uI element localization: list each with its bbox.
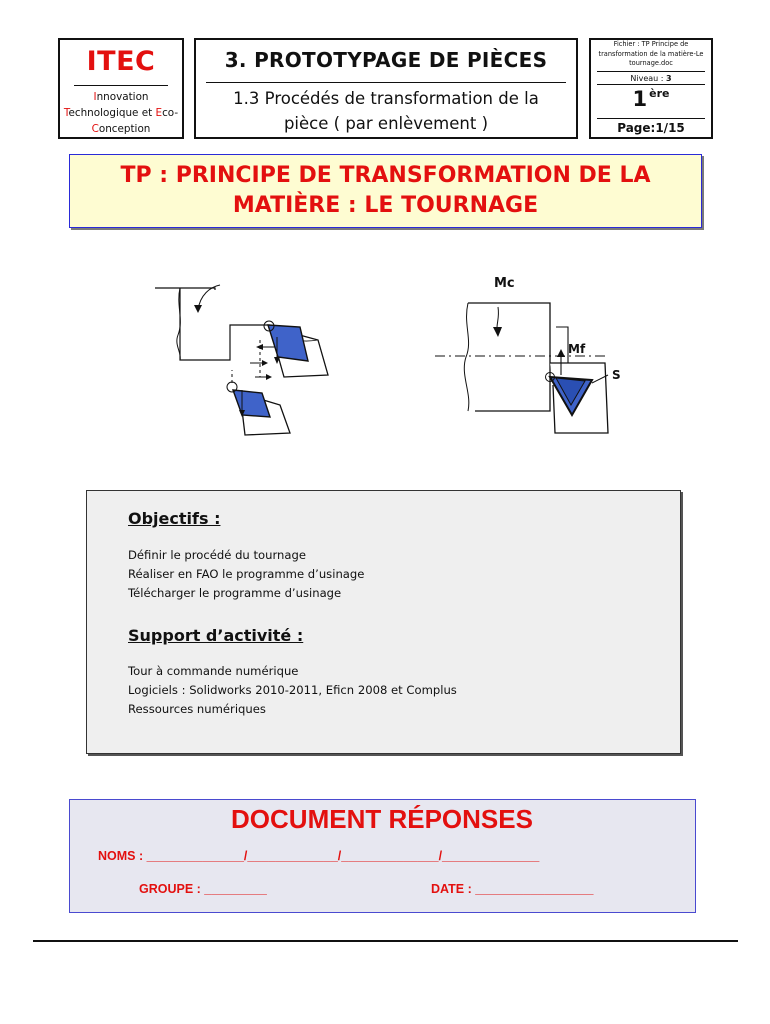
chapter-subtitle-line-2: pièce ( par enlèvement ) <box>283 114 489 133</box>
objectives-title: Objectifs : <box>128 509 221 528</box>
group-field[interactable]: GROUPE : _________ <box>139 882 267 896</box>
list-item: Ressources numériques <box>128 702 266 716</box>
chapter-title: 3. PROTOTYPAGE DE PIÈCES <box>224 48 548 72</box>
tp-title <box>69 154 702 228</box>
chapter-subtitle <box>196 86 576 136</box>
footer-divider <box>33 940 738 942</box>
logo-title: ITEC <box>86 46 156 77</box>
objectives-box <box>86 490 681 754</box>
names-field[interactable]: NOMS : ______________/_____________/______________/______________ <box>98 849 540 863</box>
logo-divider <box>74 85 168 86</box>
tp-title-line-2: MATIÈRE : LE TOURNAGE <box>232 193 539 218</box>
logo-line-1: Innovation <box>93 91 149 103</box>
list-item: Réaliser en FAO le programme d’usinage <box>128 567 365 581</box>
logo-line-2: Technologique et Eco- <box>63 107 179 119</box>
class-level: 1 $^{ère}$ <box>632 87 670 111</box>
cutting-insert-2 <box>233 390 270 417</box>
logo-box <box>58 38 184 139</box>
support-title: Support d’activité : <box>128 626 304 645</box>
chapter-box <box>194 38 578 139</box>
chapter-subtitle-line-1: 1.3 Procédés de transformation de la <box>233 89 539 108</box>
mf-label: Mf <box>568 342 586 356</box>
objectives-list <box>128 546 364 603</box>
cutting-insert-1 <box>268 325 308 361</box>
mc-label: Mc <box>494 276 515 291</box>
file-name: Fichier : TP Principe de transformation de la matière-Le tournage.doc <box>598 40 704 67</box>
file-info-box <box>589 38 713 139</box>
divider <box>597 118 705 119</box>
list-item: Logiciels : Solidworks 2010-2011, Eficn 2008 et Complus <box>128 683 457 697</box>
cutting-motion-diagram <box>430 265 630 445</box>
answer-sheet-title: DOCUMENT RÉPONSES <box>231 804 533 834</box>
answer-sheet-box <box>69 799 696 913</box>
logo-line-3: Conception <box>91 123 151 135</box>
logo-subtitle <box>60 89 182 137</box>
date-field[interactable]: DATE : _________________ <box>431 882 594 896</box>
turning-operations-diagram <box>150 265 350 445</box>
support-list <box>128 662 457 719</box>
divider <box>597 71 705 72</box>
divider <box>597 84 705 85</box>
list-item: Télécharger le programme d’usinage <box>128 586 342 600</box>
niveau-label: Niveau : 3 <box>630 74 672 83</box>
s-label: S <box>612 368 621 382</box>
tp-title-line-1: TP : PRINCIPE DE TRANSFORMATION DE LA <box>120 163 651 188</box>
list-item: Définir le procédé du tournage <box>128 548 306 562</box>
chapter-divider <box>206 82 566 83</box>
list-item: Tour à commande numérique <box>128 664 299 678</box>
page-number: Page:1/15 <box>617 121 685 135</box>
